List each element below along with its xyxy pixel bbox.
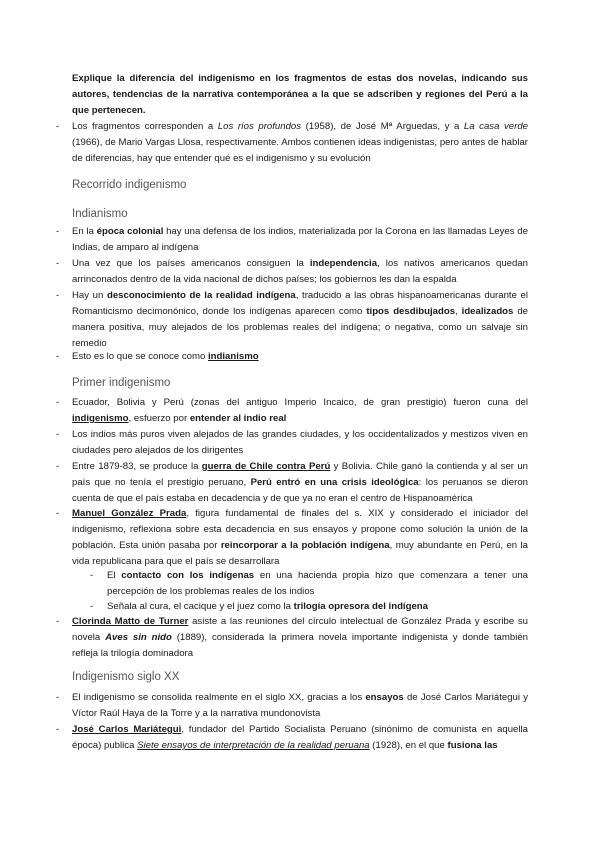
bullet-dash: - <box>56 461 60 472</box>
list-item: En la época colonial hay una defensa de los indios, materializada por la Corona en las llamadas Leyes de Indias, de amparo al indígena <box>72 226 528 253</box>
list-item: José Carlos Mariátegui, fundador del Partido Socialista Peruano (sinónimo de comunista en aquella época) publica Siete ensayos de interpretación de la realidad peruana (1928), en el que fusiona las <box>72 724 528 751</box>
sub-bullet-dash: - <box>90 570 94 581</box>
sub-list-item: Señala al cura, el cacique y el juez como la trilogía opresora del indígena <box>107 601 428 612</box>
list-item: Ecuador, Bolivia y Perú (zonas del antiguo Imperio Incaico, de gran prestigio) fueron cuna del indigenismo, esfuerzo por entender al indio real <box>72 397 528 424</box>
novel-title-los-rios-profundos: Los ríos profundos <box>217 121 302 132</box>
bullet-dash: - <box>56 351 60 362</box>
list-item: Esto es lo que se conoce como indianismo <box>72 351 259 362</box>
list-item: Los indios más puros viven alejados de las grandes ciudades, y los occidentalizados y mestizos viven en ciudades pero alejados de los dirigentes <box>72 429 528 456</box>
bullet-dash: - <box>56 508 60 519</box>
section-heading-indianismo: Indianismo <box>72 208 128 220</box>
bullet-dash: - <box>56 226 60 237</box>
section-heading-primer-indigenismo: Primer indigenismo <box>72 377 171 389</box>
question-heading: Explique la diferencia del indigenismo en los fragmentos de estas dos novelas, indicando sus autores, tendencias de la narrativa contemporánea a la que se adscriben y regiones del Perú a la que pertenecen. <box>72 73 528 116</box>
list-item: Manuel González Prada, figura fundamental de finales del s. XIX y considerado el iniciador del indigenismo, reflexiona sobre esta decadencia en sus ensayos y propone como solución la unión de la población. Esta unión pasaba por reincorporar a la población indígena, muy abundante en Perú, en la vida republicana para que el país se desarrollara <box>72 508 528 567</box>
list-item: Una vez que los países americanos consiguen la independencia, los nativos americanos quedan arrinconados dentro de la vida nacional de dichos países; los gobiernos les dan la espalda <box>72 258 529 285</box>
sub-list-item: El contacto con los indígenas en una hacienda propia hizo que comenzara a tener una percepción de los problemas reales de los indios <box>107 570 529 597</box>
bullet-dash: - <box>56 290 60 301</box>
sub-bullet-dash: - <box>90 601 94 612</box>
novel-title-la-casa-verde: La casa verde <box>463 121 528 132</box>
intro-paragraph: Los fragmentos corresponden a Los ríos profundos (1958), de José Mª Arguedas, y a La casa verde (1966), de Mario Vargas Llosa, respectivamente. Ambos contienen ideas indigenistas, pero antes de hablar de diferencias, hay que entender qué es el indigenismo y su evolución <box>72 121 528 164</box>
section-heading-recorrido: Recorrido indigenismo <box>72 179 187 191</box>
list-item: El indigenismo se consolida realmente en el siglo XX, gracias a los ensayos de José Carlos Mariátegui y Víctor Raúl Haya de la Torre y a la narrativa mundonovista <box>72 692 529 719</box>
bullet-dash: - <box>56 692 60 703</box>
bullet-dash: - <box>56 121 60 132</box>
section-heading-siglo-xx: Indigenismo siglo XX <box>72 671 180 683</box>
list-item: Entre 1879-83, se produce la guerra de Chile contra Perú y Bolivia. Chile ganó la contienda y al ser un país que no tenía el prestigio peruano, Perú entró en una crisis ideológica: los peruanos se dieron cuenta de que el país estaba en decadencia y de que ya no eran el centro de Hispanoamérica <box>72 461 528 504</box>
bullet-dash: - <box>56 616 60 627</box>
bullet-dash: - <box>56 258 60 269</box>
bullet-dash: - <box>56 429 60 440</box>
essay-title: Siete ensayos de interpretación de la realidad peruana <box>137 740 370 751</box>
bullet-dash: - <box>56 724 60 735</box>
list-item: Hay un desconocimiento de la realidad indígena, traducido a las obras hispanoamericanas durante el Romanticismo decimonónico, donde los indígenas aparecen como tipos desdibujados, idealizados de manera positiva, muy alejados de los problemas reales del indígena; o negativa, como un salvaje sin remedio <box>72 290 528 349</box>
bullet-dash: - <box>56 397 60 408</box>
list-item: Clorinda Matto de Turner asiste a las reuniones del círculo intelectual de González Prada y escribe su novela Aves sin nido (1889), considerada la primera novela importante indigenista y donde también refleja la trilogía dominadora <box>72 616 529 659</box>
